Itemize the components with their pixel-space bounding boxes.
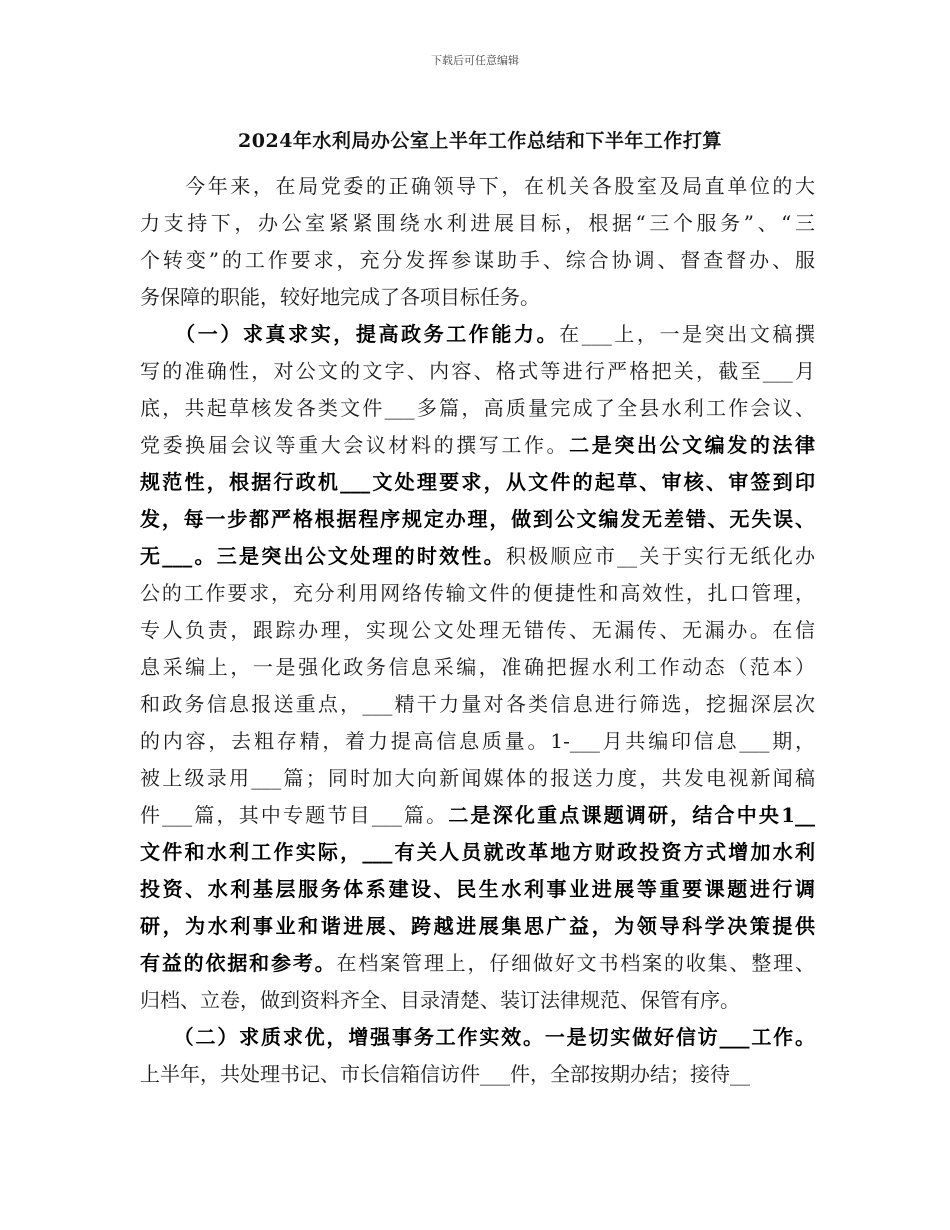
text-line: [140, 316, 815, 353]
text-segment: 积极顺应市__关于实行无纸化办: [505, 544, 816, 568]
text-line: [140, 1019, 815, 1056]
bold-text-segment: 发，每一步都严格根据程序规定办理，做到公文编发无差错、无失误、: [140, 507, 815, 531]
text-segment: 公的工作要求，充分利用网络传输文件的便捷性和高效性，扎口管理，: [140, 581, 815, 605]
text-line: [140, 649, 815, 686]
bold-text-segment: 有益的依据和参考。: [140, 951, 337, 975]
bold-text-segment: （二）求质求优，增强事务工作实效。一是切实做好信访___工作。: [140, 1025, 815, 1049]
text-line: [140, 575, 815, 612]
text-line: [140, 834, 815, 871]
document-body: [140, 168, 815, 1093]
text-line: [140, 723, 815, 760]
text-line: [140, 353, 815, 390]
text-segment: 的内容，去粗存精，着力提高信息质量。1-___月共编印信息___期，: [140, 729, 815, 753]
text-segment: 底，共起草核发各类文件___多篇，高质量完成了全县水利工作会议、: [140, 396, 815, 420]
bold-text-segment: 研，为水利事业和谐进展、跨越进展集思广益，为领导科学决策提供: [140, 914, 815, 938]
text-line: [140, 464, 815, 501]
text-segment: 件___篇，其中专题节目___篇。: [140, 803, 449, 827]
text-segment: 息采编上，一是强化政务信息采编，准确把握水利工作动态（范本）: [140, 655, 815, 679]
bold-text-segment: 二是深化重点课题调研，结合中央1__: [448, 803, 815, 827]
text-line: [140, 760, 815, 797]
text-segment: 归档、立卷，做到资料齐全、目录清楚、装订法律规范、保管有序。: [140, 988, 740, 1012]
text-segment: 党委换届会议等重大会议材料的撰写工作。: [140, 433, 570, 457]
page-header: 下载后可任意编辑: [431, 54, 519, 67]
text-line: [140, 686, 815, 723]
text-line: [140, 168, 815, 205]
text-line: [140, 908, 815, 945]
text-line: [140, 390, 815, 427]
text-line: [140, 1056, 815, 1093]
text-line: [140, 982, 815, 1019]
text-segment: 和政务信息报送重点，___精干力量对各类信息进行筛选，挖掘深层次: [140, 692, 815, 716]
text-line: [140, 242, 815, 279]
text-line: [140, 871, 815, 908]
text-segment: 力支持下，办公室紧紧围绕水利进展目标，根据“三个服务”、“三: [140, 211, 815, 235]
text-line: [140, 945, 815, 982]
paragraph: [140, 316, 815, 1019]
text-segment: 在___上，一是突出文稿撰: [559, 322, 816, 346]
text-segment: 专人负责，跟踪办理，实现公文处理无错传、无漏传、无漏办。在信: [140, 618, 815, 642]
text-line: [140, 612, 815, 649]
text-line: [140, 797, 815, 834]
bold-text-segment: 规范性，根据行政机___文处理要求，从文件的起草、审核、审签到印: [140, 470, 815, 494]
text-segment: 今年来，在局党委的正确领导下，在机关各股室及局直单位的大: [140, 174, 815, 198]
bold-text-segment: 无___。三是突出公文处理的时效性。: [140, 544, 506, 568]
bold-text-segment: （一）求真求实，提高政务工作能力。: [140, 322, 560, 346]
bold-text-segment: 文件和水利工作实际，___有关人员就改革地方财政投资方式增加水利: [140, 840, 815, 864]
text-line: [140, 279, 815, 316]
document-title: 2024年水利局办公室上半年工作总结和下半年工作打算: [238, 130, 722, 152]
text-segment: 上半年，共处理书记、市长信箱信访件___件，全部按期办结；接待__: [140, 1062, 750, 1086]
text-line: [140, 427, 815, 464]
text-segment: 务保障的职能，较好地完成了各项目标任务。: [140, 285, 540, 309]
paragraph: [140, 1019, 815, 1093]
text-line: [140, 501, 815, 538]
bold-text-segment: 投资、水利基层服务体系建设、民生水利事业进展等重要课题进行调: [140, 877, 815, 901]
paragraph: [140, 168, 815, 316]
text-segment: 写的准确性，对公文的文字、内容、格式等进行严格把关，截至___月: [140, 359, 815, 383]
text-segment: 个转变”的工作要求，充分发挥参谋助手、综合协调、督查督办、服: [140, 248, 815, 272]
text-segment: 被上级录用___篇；同时加大向新闻媒体的报送力度，共发电视新闻稿: [140, 766, 815, 790]
text-line: [140, 538, 815, 575]
text-line: [140, 205, 815, 242]
bold-text-segment: 二是突出公文编发的法律: [569, 433, 816, 457]
text-segment: 在档案管理上，仔细做好文书档案的收集、整理、: [336, 951, 815, 975]
